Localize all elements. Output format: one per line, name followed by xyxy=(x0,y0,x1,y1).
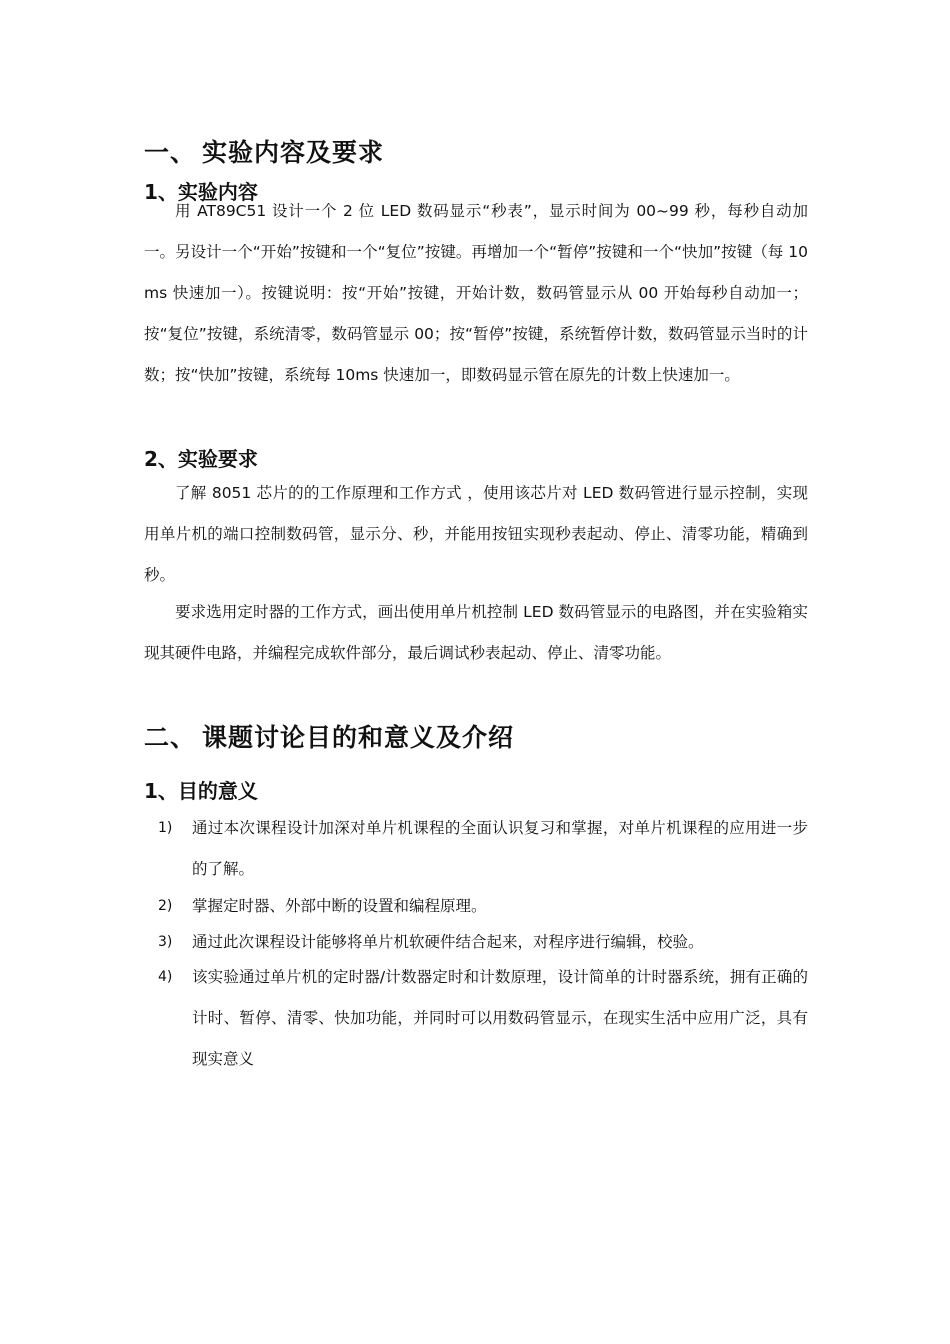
paragraph-requirements-2: 要求选用定时器的工作方式，画出使用单片机控制 LED 数码管显示的电路图，并在实验箱实现其硬件电路，并编程完成软件部分，最后调试秒表起动、停止、清零功能。 xyxy=(144,603,808,662)
list-item-text: 通过此次课程设计能够将单片机软硬件结合起来，对程序进行编辑，校验。 xyxy=(192,933,704,951)
section-number: 二、 xyxy=(144,723,197,752)
list-item-text: 通过本次课程设计加深对单片机课程的全面认识复习和掌握，对单片机课程的应用进一步的了解。 xyxy=(192,819,808,878)
list-item-text: 该实验通过单片机的定时器/计数器定时和计数原理，设计简单的计时器系统，拥有正确的计时、暂停、清零、快加功能，并同时可以用数码管显示，在现实生活中应用广泛，具有现实意义 xyxy=(192,968,808,1068)
list-marker: 3) xyxy=(158,934,173,950)
section-number: 一、 xyxy=(144,138,197,167)
subsection-heading: 2、实验要求 xyxy=(144,447,258,471)
section-heading xyxy=(144,718,514,754)
section-title: 实验内容及要求 xyxy=(202,138,385,167)
paragraph-experiment-content: 用 AT89C51 设计一个 2 位 LED 数码显示“秒表”，显示时间为 00~99 秒，每秒自动加一。另设计一个“开始”按键和一个“复位”按键。再增加一个“暂停”按键和一个“快加”按键（每 10ms 快速加一）。按键说明：按“开始”按键，开始计数，数码管显示从 00 开始每秒自动加一；按“复位”按键，系统清零，数码管显示 00；按“暂停”按键，系统暂停计数，数码管显示当时的计数；按“快加”按键，系统每 10ms 快速加一，即数码显示管在原先的计数上快速加一。 xyxy=(144,202,808,384)
list-item xyxy=(144,808,808,890)
list-marker: 1) xyxy=(158,820,173,836)
list-item-text: 掌握定时器、外部中断的设置和编程原理。 xyxy=(192,897,487,915)
subsection-heading: 1、目的意义 xyxy=(144,779,258,803)
section-title: 课题讨论目的和意义及介绍 xyxy=(202,723,515,752)
list-marker: 2) xyxy=(158,898,173,914)
list-item xyxy=(144,957,808,1080)
section-heading xyxy=(144,133,384,169)
subsection-heading: 1、实验内容 xyxy=(144,180,258,204)
list-marker: 4) xyxy=(158,969,173,985)
list-item xyxy=(144,886,808,927)
paragraph-requirements-1: 了解 8051 芯片的的工作原理和工作方式 ，使用该芯片对 LED 数码管进行显示控制，实现用单片机的端口控制数码管，显示分、秒，并能用按钮实现秒表起动、停止、清零功能，精确到秒。 xyxy=(144,484,808,584)
